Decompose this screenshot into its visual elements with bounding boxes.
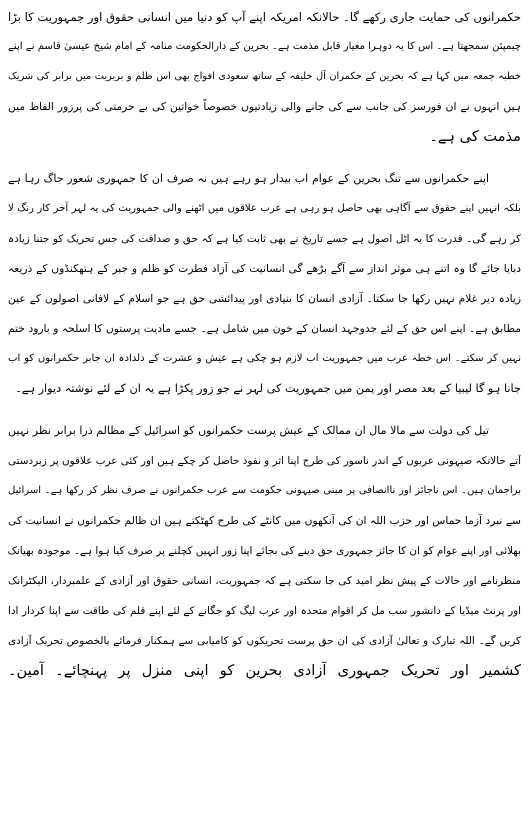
text-line: حکمرانوں کی حمایت جاری رکھے گا۔ حالانکہ امریکہ اپنے آپ کو دنیا میں انسانی حقوق اور جمہوریت کا بڑا [8, 10, 521, 24]
text-line: چیمپئن سمجھتا ہے۔ اس کا یہ دوہرا معیار قابل مذمت ہے۔ بحرین کے دارالحکومت منامہ کے امام شیخ عیسیٰ قاسم نے اپنے [8, 41, 521, 52]
text-line: بلکہ انہیں اپنے حقوق سے آگاہی بھی حاصل ہو رہی ہے عرب علاقوں میں اٹھنے والی جمہوریت کی یہ لہر آخر کار رنگ لا [8, 203, 521, 214]
text-line: جانا ہو گا لیبیا کے بعد مصر اور یمن میں جمہوریت کی لہر نے جو زور پکڑا ہے یہ ان کے لئے نوشتہ دیوار ہے۔ [15, 382, 521, 395]
text-line: سے نبرد آزما حماس اور حزب اللہ ان کی آنکھوں میں کانٹے کی طرح کھٹکتے ہیں ان ظالم حکمرانوں نے انسانیت کی [8, 514, 521, 527]
text-line: زیادہ دیر غلام نہیں رکھا جا سکتا۔ آزادی انسان کا بنیادی اور پیدائشی حق ہے جو اسلام کے لافانی اصولوں کے عین [8, 292, 521, 305]
text-line: اپنے حکمرانوں سے تنگ بحرین کے عوام اب بیدار ہو رہے ہیں نہ صرف ان کا جمہوری شعور جاگ رہا ہے [8, 172, 489, 185]
text-line: بھلائی اور اپنے عوام کو ان کا جائز جمہوری حق دینے کی بجائے اپنا زور انہیں کچلنے پر صرف کیا ہوا ہے۔ موجودہ بھیانک [8, 545, 521, 557]
text-line: مطابق ہے۔ اپنے اس حق کے لئے جدوجہد انسان کے خون میں شامل ہے۔ جسے مادیت پرستوں کا اسلحہ و بارود ختم [8, 322, 521, 335]
text-line: خطبہ جمعہ میں کہا ہے کہ بحرین کے حکمران آل خلیفہ کے ساتھ سعودی افواج بھی اس ظلم و بربریت میں برابر کی شریک [8, 71, 521, 82]
paragraph-gap [8, 404, 521, 416]
text-line: آتے حالانکہ صیہونی عربوں کے اندر ناسور کی طرح اپنا اثر و نفوذ حاصل کر چکے ہیں اور کئی عرب علاقوں پر زبردستی [8, 455, 521, 467]
text-line: کر رہے گی۔ قدرت کا یہ اٹل اصول ہے جسے تاریخ نے بھی ثابت کیا ہے کہ حق و صداقت کی جس تحریک کو جتنا زیادہ [8, 233, 521, 245]
text-line: براجمان ہیں۔ اس ناجائز اور ناانصافی پر مبنی صیہونی حکومت سے عرب حکمرانوں نے صرف نظر کر رکھا ہے۔ اسرائیل [8, 485, 521, 496]
paragraph-1 [8, 2, 521, 152]
text-line: ہیں انہوں نے ان فورسز کی جانب سے کی جانے والی زیادتیوں خصوصاً خواتین کی بے حرمتی کی پرزور الفاظ میں [8, 100, 521, 113]
paragraph-gap [8, 152, 521, 164]
text-line: دبایا جائے گا وہ اتنے ہی موثر انداز سے آگے بڑھے گی انسانیت کی آزاد فطرت کو ظلم و جبر کے ہتھکنڈوں کے ذریعہ [8, 262, 521, 275]
paragraph-2 [8, 164, 521, 404]
paragraph-3 [8, 416, 521, 686]
text-line: نہیں کر سکتے۔ اس خطہ عرب میں جمہوریت اب لازم ہو چکی ہے عیش و عشرت کے دلدادہ ان جابر حکمرانوں کو اب [8, 353, 521, 364]
text-line: اور پرنٹ میڈیا کے دانشور سب مل کر اقوام متحدہ اور عرب لیگ کو جگانے کے لئے اپنے قلم کی طاقت سے اپنا کردار ادا [8, 605, 521, 617]
text-line: کشمیر اور تحریک جمہوری آزادی بحرین کو اپنی منزل پر پہنچائے۔ آمین۔ [8, 662, 521, 679]
text-line: کریں گے۔ اللہ تبارک و تعالیٰ آزادی کی ان حق پرست تحریکوں کو کامیابی سے ہمکنار فرمائے بالخصوص تحریک آزادی [8, 635, 521, 647]
text-line: منظرنامے اور حالات کے پیش نظر امید کی جا سکتی ہے کہ جمہوریت، انسانی حقوق اور آزادی کے علمبردار، الیکٹرانک [8, 575, 521, 587]
text-line: تیل کی دولت سے مالا مال ان ممالک کے عیش پرست حکمرانوں کو اسرائیل کے مظالم ذرا برابر نظر نہیں [8, 424, 489, 437]
text-line: مذمت کی ہے۔ [429, 128, 521, 145]
article-page [8, 2, 521, 832]
